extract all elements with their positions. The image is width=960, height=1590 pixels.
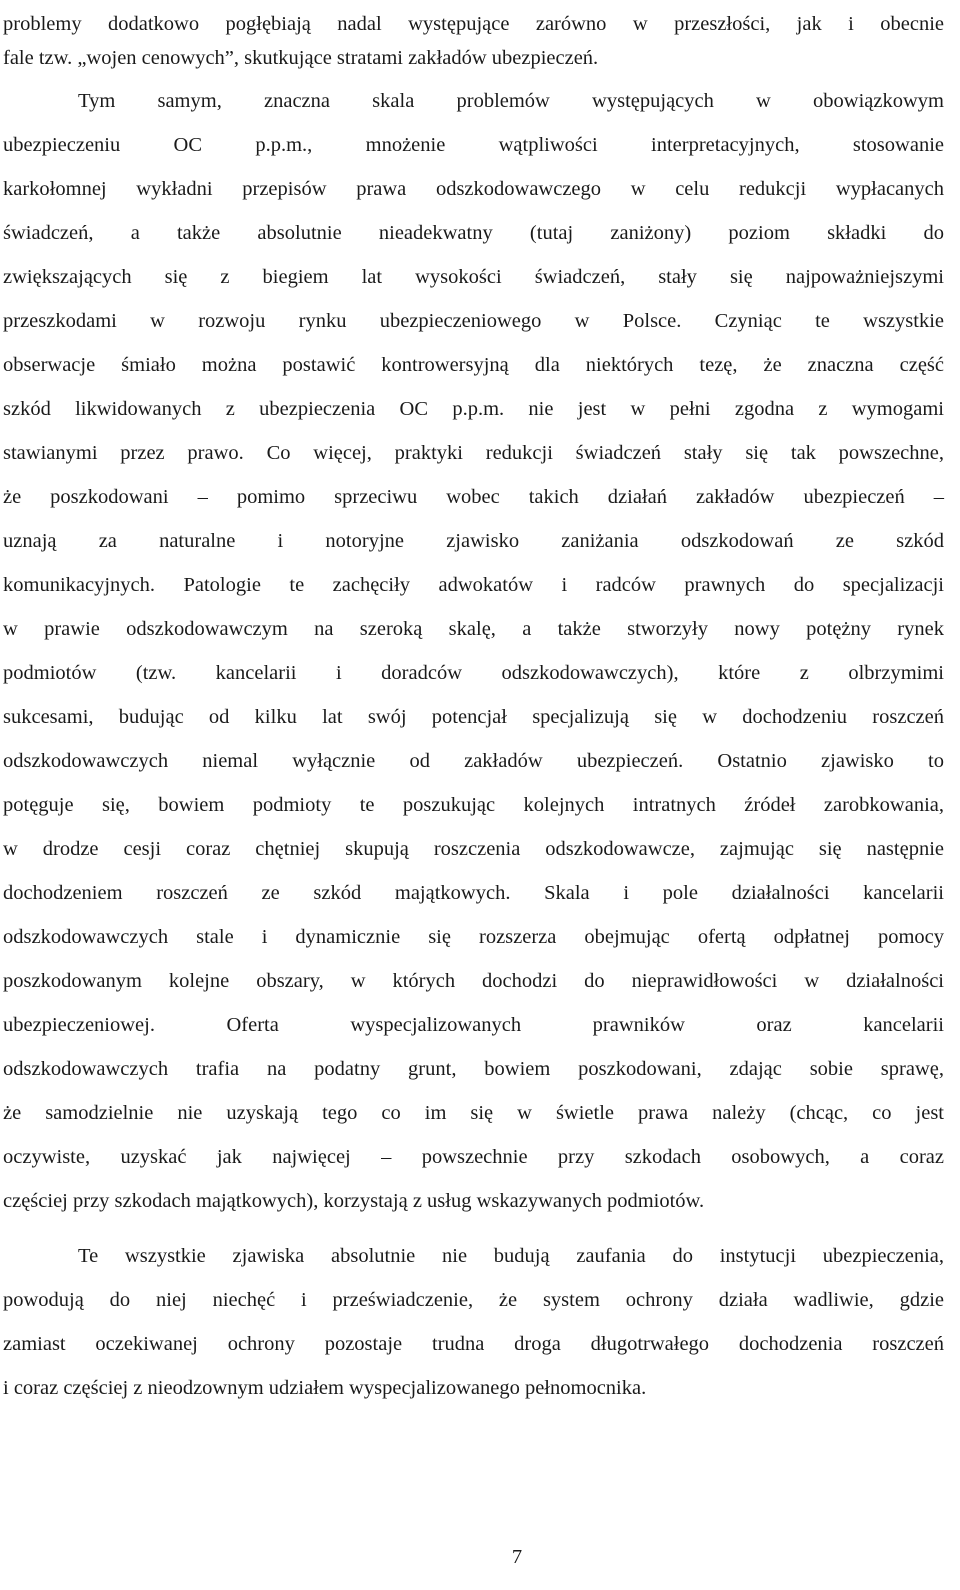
text-line: zamiast oczekiwanej ochrony pozostaje trudna droga długotrwałego dochodzenia roszczeń <box>3 1333 944 1355</box>
text-line: szkód likwidowanych z ubezpieczenia OC p.p.m. nie jest w pełni zgodna z wymogami <box>3 398 944 420</box>
text-line: potęguje się, bowiem podmioty te poszukując kolejnych intratnych źródeł zarobkowania, <box>3 794 944 816</box>
text-line: w drodze cesji coraz chętniej skupują roszczenia odszkodowawcze, zajmując się następnie <box>3 838 944 860</box>
text-line: stawianymi przez prawo. Co więcej, praktyki redukcji świadczeń stały się tak powszechne, <box>3 442 944 464</box>
paragraph-start-line: Te wszystkie zjawiska absolutnie nie budują zaufania do instytucji ubezpieczenia, <box>78 1245 944 1267</box>
text-line: dochodzeniem roszczeń ze szkód majątkowych. Skala i pole działalności kancelarii <box>3 882 944 904</box>
text-line: świadczeń, a także absolutnie nieadekwatny (tutaj zaniżony) poziom składki do <box>3 222 944 244</box>
text-line: komunikacyjnych. Patologie te zachęciły adwokatów i radców prawnych do specjalizacji <box>3 574 944 596</box>
text-line: zwiększających się z biegiem lat wysokości świadczeń, stały się najpoważniejszymi <box>3 266 944 288</box>
text-line: fale tzw. „wojen cenowych”, skutkujące stratami zakładów ubezpieczeń. <box>3 47 599 69</box>
text-line: karkołomnej wykładni przepisów prawa odszkodowawczego w celu redukcji wypłacanych <box>3 178 944 200</box>
paragraph-start-line: Tym samym, znaczna skala problemów występujących w obowiązkowym <box>78 90 944 112</box>
text-line: częściej przy szkodach majątkowych), korzystają z usług wskazywanych podmiotów. <box>3 1190 705 1212</box>
text-line: i coraz częściej z nieodzownym udziałem wyspecjalizowanego pełnomocnika. <box>3 1377 647 1399</box>
text-line: uznają za naturalne i notoryjne zjawisko zaniżania odszkodowań ze szkód <box>3 530 944 552</box>
text-line: odszkodowawczych stale i dynamicznie się rozszerza obejmując ofertą odpłatnej pomocy <box>3 926 944 948</box>
text-line: problemy dodatkowo pogłębiają nadal występujące zarówno w przeszłości, jak i obecnie <box>3 13 944 35</box>
text-line: odszkodowawczych niemal wyłącznie od zakładów ubezpieczeń. Ostatnio zjawisko to <box>3 750 944 772</box>
text-line: sukcesami, budując od kilku lat swój potencjał specjalizują się w dochodzeniu roszczeń <box>3 706 944 728</box>
text-line: podmiotów (tzw. kancelarii i doradców odszkodowawczych), które z olbrzymimi <box>3 662 944 684</box>
text-line: przeszkodami w rozwoju rynku ubezpieczeniowego w Polsce. Czyniąc te wszystkie <box>3 310 944 332</box>
text-line: powodują do niej niechęć i przeświadczenie, że system ochrony działa wadliwie, gdzie <box>3 1289 944 1311</box>
text-line: ubezpieczeniowej. Oferta wyspecjalizowanych prawników oraz kancelarii <box>3 1014 944 1036</box>
text-line: że poszkodowani – pomimo sprzeciwu wobec takich działań zakładów ubezpieczeń – <box>3 486 944 508</box>
text-line: ubezpieczeniu OC p.p.m., mnożenie wątpliwości interpretacyjnych, stosowanie <box>3 134 944 156</box>
text-line: odszkodowawczych trafia na podatny grunt, bowiem poszkodowani, zdając sobie sprawę, <box>3 1058 944 1080</box>
page-number: 7 <box>511 1546 523 1568</box>
text-line: że samodzielnie nie uzyskają tego co im się w świetle prawa należy (chcąc, co jest <box>3 1102 944 1124</box>
text-line: oczywiste, uzyskać jak najwięcej – powszechnie przy szkodach osobowych, a coraz <box>3 1146 944 1168</box>
text-line: w prawie odszkodowawczym na szeroką skalę, a także stworzyły nowy potężny rynek <box>3 618 944 640</box>
text-line: poszkodowanym kolejne obszary, w których dochodzi do nieprawidłowości w działalności <box>3 970 944 992</box>
text-line: obserwacje śmiało można postawić kontrowersyjną dla niektórych tezę, że znaczna część <box>3 354 944 376</box>
